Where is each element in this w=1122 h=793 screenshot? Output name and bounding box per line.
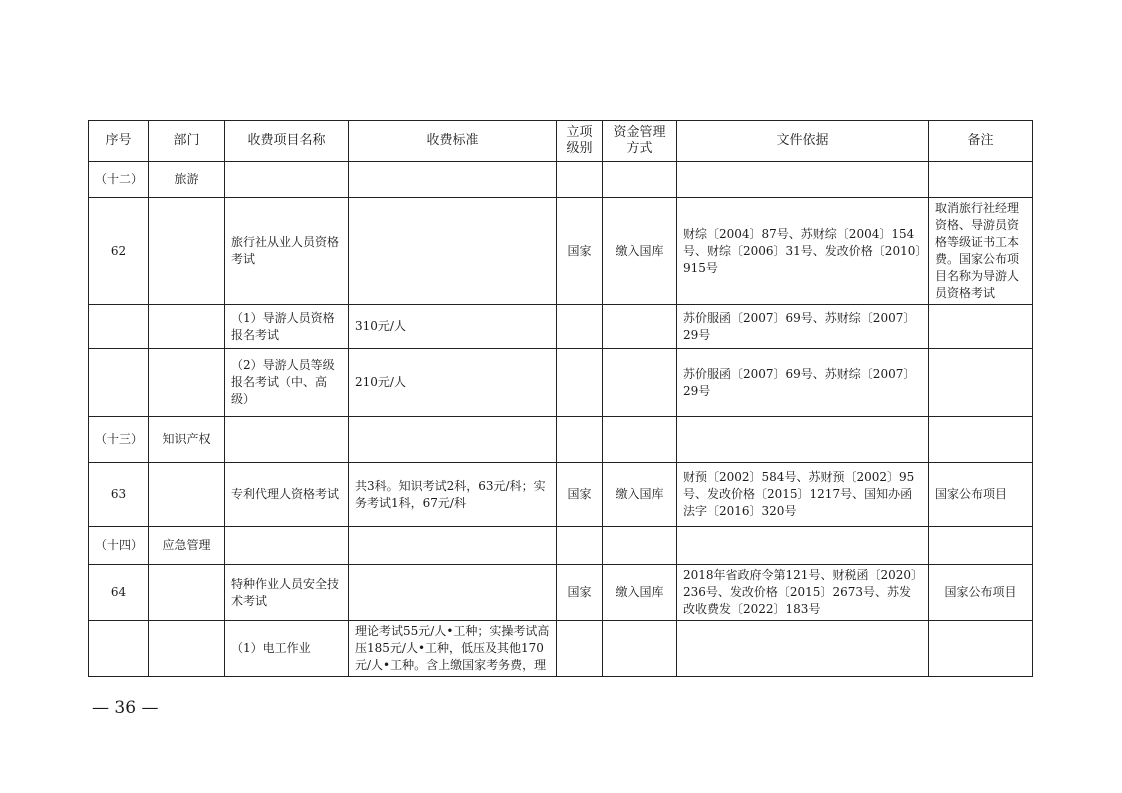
header-dept: 部门 bbox=[149, 121, 225, 162]
cell-item: （2）导游人员等级报名考试（中、高级） bbox=[225, 349, 349, 417]
cell-basis: 2018年省政府令第121号、财税函〔2020〕236号、发改价格〔2015〕2673号、苏发改收费发〔2022〕183号 bbox=[677, 565, 929, 621]
cell-basis: 财综〔2004〕87号、苏财综〔2004〕154号、财综〔2006〕31号、发改价格〔2010〕915号 bbox=[677, 198, 929, 305]
cell-remark bbox=[929, 621, 1033, 677]
cell-fund bbox=[603, 417, 677, 463]
header-seq: 序号 bbox=[89, 121, 149, 162]
table-row bbox=[89, 565, 1033, 621]
cell-seq: （十二） bbox=[89, 162, 149, 198]
cell-level: 国家 bbox=[557, 463, 603, 527]
cell-seq bbox=[89, 305, 149, 349]
cell-remark bbox=[929, 162, 1033, 198]
cell-level bbox=[557, 162, 603, 198]
cell-fund bbox=[603, 162, 677, 198]
cell-basis: 财预〔2002〕584号、苏财预〔2002〕95号、发改价格〔2015〕1217号、国知办函法字〔2016〕320号 bbox=[677, 463, 929, 527]
cell-item bbox=[225, 417, 349, 463]
cell-basis bbox=[677, 162, 929, 198]
cell-level bbox=[557, 305, 603, 349]
cell-remark: 国家公布项目 bbox=[929, 463, 1033, 527]
cell-seq: 63 bbox=[89, 463, 149, 527]
cell-seq bbox=[89, 349, 149, 417]
cell-seq: 64 bbox=[89, 565, 149, 621]
header-row bbox=[89, 121, 1033, 162]
cell-fund bbox=[603, 527, 677, 565]
cell-basis bbox=[677, 527, 929, 565]
cell-remark: 取消旅行社经理资格、导游员资格等级证书工本费。国家公布项目名称为导游人员资格考试 bbox=[929, 198, 1033, 305]
cell-item: 特种作业人员安全技术考试 bbox=[225, 565, 349, 621]
cell-item: （1）导游人员资格报名考试 bbox=[225, 305, 349, 349]
section-row bbox=[89, 417, 1033, 463]
header-item: 收费项目名称 bbox=[225, 121, 349, 162]
cell-standard: 共3科。知识考试2科，63元/科；实务考试1科，67元/科 bbox=[349, 463, 557, 527]
page-number: — 36 — bbox=[92, 698, 159, 718]
cell-standard: 310元/人 bbox=[349, 305, 557, 349]
table-row bbox=[89, 305, 1033, 349]
cell-level bbox=[557, 349, 603, 417]
cell-standard bbox=[349, 162, 557, 198]
header-standard: 收费标准 bbox=[349, 121, 557, 162]
cell-dept bbox=[149, 621, 225, 677]
fee-table bbox=[88, 120, 1033, 677]
cell-fund bbox=[603, 349, 677, 417]
cell-standard: 210元/人 bbox=[349, 349, 557, 417]
cell-dept bbox=[149, 349, 225, 417]
cell-item: 旅行社从业人员资格考试 bbox=[225, 198, 349, 305]
cell-basis bbox=[677, 417, 929, 463]
table-row bbox=[89, 621, 1033, 677]
header-level: 立项 级别 bbox=[557, 121, 603, 162]
cell-dept: 知识产权 bbox=[149, 417, 225, 463]
cell-item bbox=[225, 527, 349, 565]
cell-remark: 国家公布项目 bbox=[929, 565, 1033, 621]
cell-basis: 苏价服函〔2007〕69号、苏财综〔2007〕29号 bbox=[677, 305, 929, 349]
header-remark: 备注 bbox=[929, 121, 1033, 162]
cell-remark bbox=[929, 349, 1033, 417]
cell-seq: （十四） bbox=[89, 527, 149, 565]
cell-dept bbox=[149, 305, 225, 349]
cell-dept bbox=[149, 565, 225, 621]
cell-standard bbox=[349, 417, 557, 463]
cell-dept bbox=[149, 463, 225, 527]
section-row bbox=[89, 527, 1033, 565]
cell-standard bbox=[349, 198, 557, 305]
cell-standard bbox=[349, 565, 557, 621]
table-row bbox=[89, 463, 1033, 527]
table-row bbox=[89, 198, 1033, 305]
cell-fund bbox=[603, 621, 677, 677]
cell-standard bbox=[349, 527, 557, 565]
cell-level bbox=[557, 621, 603, 677]
cell-item: （1）电工作业 bbox=[225, 621, 349, 677]
cell-seq bbox=[89, 621, 149, 677]
cell-remark bbox=[929, 417, 1033, 463]
table-row bbox=[89, 349, 1033, 417]
cell-remark bbox=[929, 527, 1033, 565]
cell-dept bbox=[149, 198, 225, 305]
cell-fund: 缴入国库 bbox=[603, 198, 677, 305]
header-basis: 文件依据 bbox=[677, 121, 929, 162]
cell-basis: 苏价服函〔2007〕69号、苏财综〔2007〕29号 bbox=[677, 349, 929, 417]
cell-level: 国家 bbox=[557, 198, 603, 305]
cell-seq: 62 bbox=[89, 198, 149, 305]
cell-seq: （十三） bbox=[89, 417, 149, 463]
cell-fund bbox=[603, 305, 677, 349]
header-fund: 资金管理 方式 bbox=[603, 121, 677, 162]
cell-basis bbox=[677, 621, 929, 677]
cell-level: 国家 bbox=[557, 565, 603, 621]
cell-item: 专利代理人资格考试 bbox=[225, 463, 349, 527]
cell-level bbox=[557, 417, 603, 463]
section-row bbox=[89, 162, 1033, 198]
cell-dept: 应急管理 bbox=[149, 527, 225, 565]
cell-standard: 理论考试55元/人•工种；实操考试高压185元/人•工种，低压及其他170元/人•工种。含上缴国家考务费，理 bbox=[349, 621, 557, 677]
cell-item bbox=[225, 162, 349, 198]
cell-fund: 缴入国库 bbox=[603, 463, 677, 527]
cell-fund: 缴入国库 bbox=[603, 565, 677, 621]
cell-remark bbox=[929, 305, 1033, 349]
cell-dept: 旅游 bbox=[149, 162, 225, 198]
cell-level bbox=[557, 527, 603, 565]
